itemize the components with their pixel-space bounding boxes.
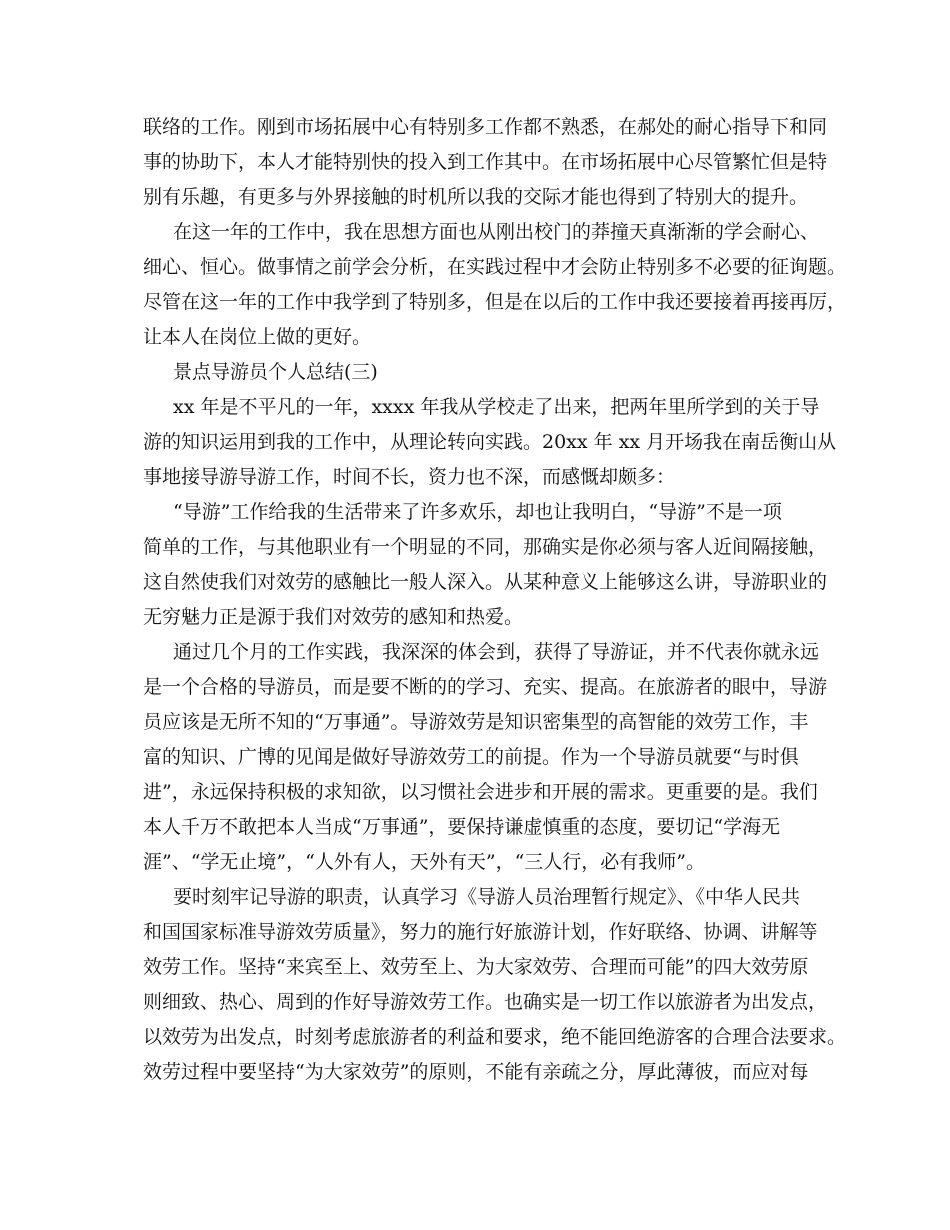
- paragraph-mindset: [143, 215, 847, 355]
- text-line: 别有乐趣，有更多与外界接触的时机所以我的交际才能也得到了特别大的提升。: [143, 186, 809, 208]
- text-line: 是一个合格的导游员，而是要不断的的学习、充实、提高。在旅游者的眼中，导游: [143, 676, 828, 698]
- text-line: 和国国家标准导游效劳质量》，努力的施行好旅游计划，作好联络、协调、讲解等: [143, 921, 818, 943]
- text-line: 简单的工作，与其他职业有一个明显的不同，那确实是你必须与客人近间隔接触，: [143, 536, 828, 558]
- text-line: “导游”工作给我的生活带来了许多欢乐，却也让我明白，“导游”不是一项: [173, 501, 782, 523]
- text-line: 细心、恒心。做事情之前学会分析，在实践过程中才会防止特别多不必要的征询题。: [143, 256, 847, 278]
- paragraph-practice: [143, 635, 833, 880]
- text-line: 事地接导游导游工作，时间不长，资力也不深，而感慨却颇多：: [143, 466, 676, 488]
- text-line: xx 年是不平凡的一年，xxxx 年我从学校走了出来，把两年里所学到的关于导: [173, 396, 820, 418]
- text-line: 无穷魅力正是源于我们对效劳的感知和热爱。: [143, 606, 524, 628]
- text-line: 游的知识运用到我的工作中，从理论转向实践。20xx 年 xx 月开场我在南岳衡山从: [143, 431, 837, 453]
- paragraph-intro-continued: [143, 110, 833, 215]
- text-line: 在这一年的工作中，我在思想方面也从刚出校门的莽撞天真渐渐的学会耐心、: [173, 221, 820, 243]
- text-line: 景点导游员个人总结(三): [173, 361, 378, 383]
- text-line: 让本人在岗位上做的更好。: [143, 326, 372, 348]
- text-line: 则细致、热心、周到的作好导游效劳工作。也确实是一切工作以旅游者为出发点，: [143, 991, 828, 1013]
- text-line: 效劳过程中要坚持“为大家效劳”的原则，不能有亲疏之分，厚此薄彼，而应对每: [143, 1061, 809, 1083]
- text-line: 效劳工作。坚持“来宾至上、效劳至上、为大家效劳、合理而可能”的四大效劳原: [143, 956, 809, 978]
- document-body: [143, 110, 847, 1090]
- text-line: 这自然使我们对效劳的感触比一般人深入。从某种意义上能够这么讲，导游职业的: [143, 571, 828, 593]
- paragraph-start: [143, 390, 837, 495]
- text-line: 员应该是无所不知的“万事通”。导游效劳是知识密集型的高智能的效劳工作，丰: [143, 711, 809, 733]
- text-line: 尽管在这一年的工作中我学到了特别多，但是在以后的工作中我还要接着再接再厉，: [143, 291, 847, 313]
- paragraph-duties: [143, 880, 847, 1090]
- section-heading: [143, 355, 833, 390]
- text-line: 事的协助下，本人才能特别快的投入到工作其中。在市场拓展中心尽管繁忙但是特: [143, 151, 828, 173]
- text-line: 要时刻牢记导游的职责，认真学习《导游人员治理暂行规定》、《中华人民共: [173, 886, 801, 908]
- text-line: 通过几个月的工作实践，我深深的体会到，获得了导游证，并不代表你就永远: [173, 641, 820, 663]
- text-line: 进”，永远保持积极的求知欲，以习惯社会进步和开展的需求。更重要的是。我们: [143, 781, 818, 803]
- text-line: 以效劳为出发点，时刻考虑旅游者的利益和要求，绝不能回绝游客的合理合法要求。: [143, 1026, 847, 1048]
- paragraph-joy: [143, 495, 833, 635]
- text-line: 富的知识、广博的见闻是做好导游效劳工的前提。作为一个导游员就要“与时俱: [143, 746, 799, 768]
- text-line: 联络的工作。刚到市场拓展中心有特别多工作都不熟悉，在郝处的耐心指导下和同: [143, 116, 828, 138]
- text-line: 涯”、“学无止境”，“人外有人，天外有天”，“三人行，必有我师”。: [143, 851, 705, 873]
- text-line: 本人千万不敢把本人当成“万事通”，要保持谦虚慎重的态度，要切记“学海无: [143, 816, 781, 838]
